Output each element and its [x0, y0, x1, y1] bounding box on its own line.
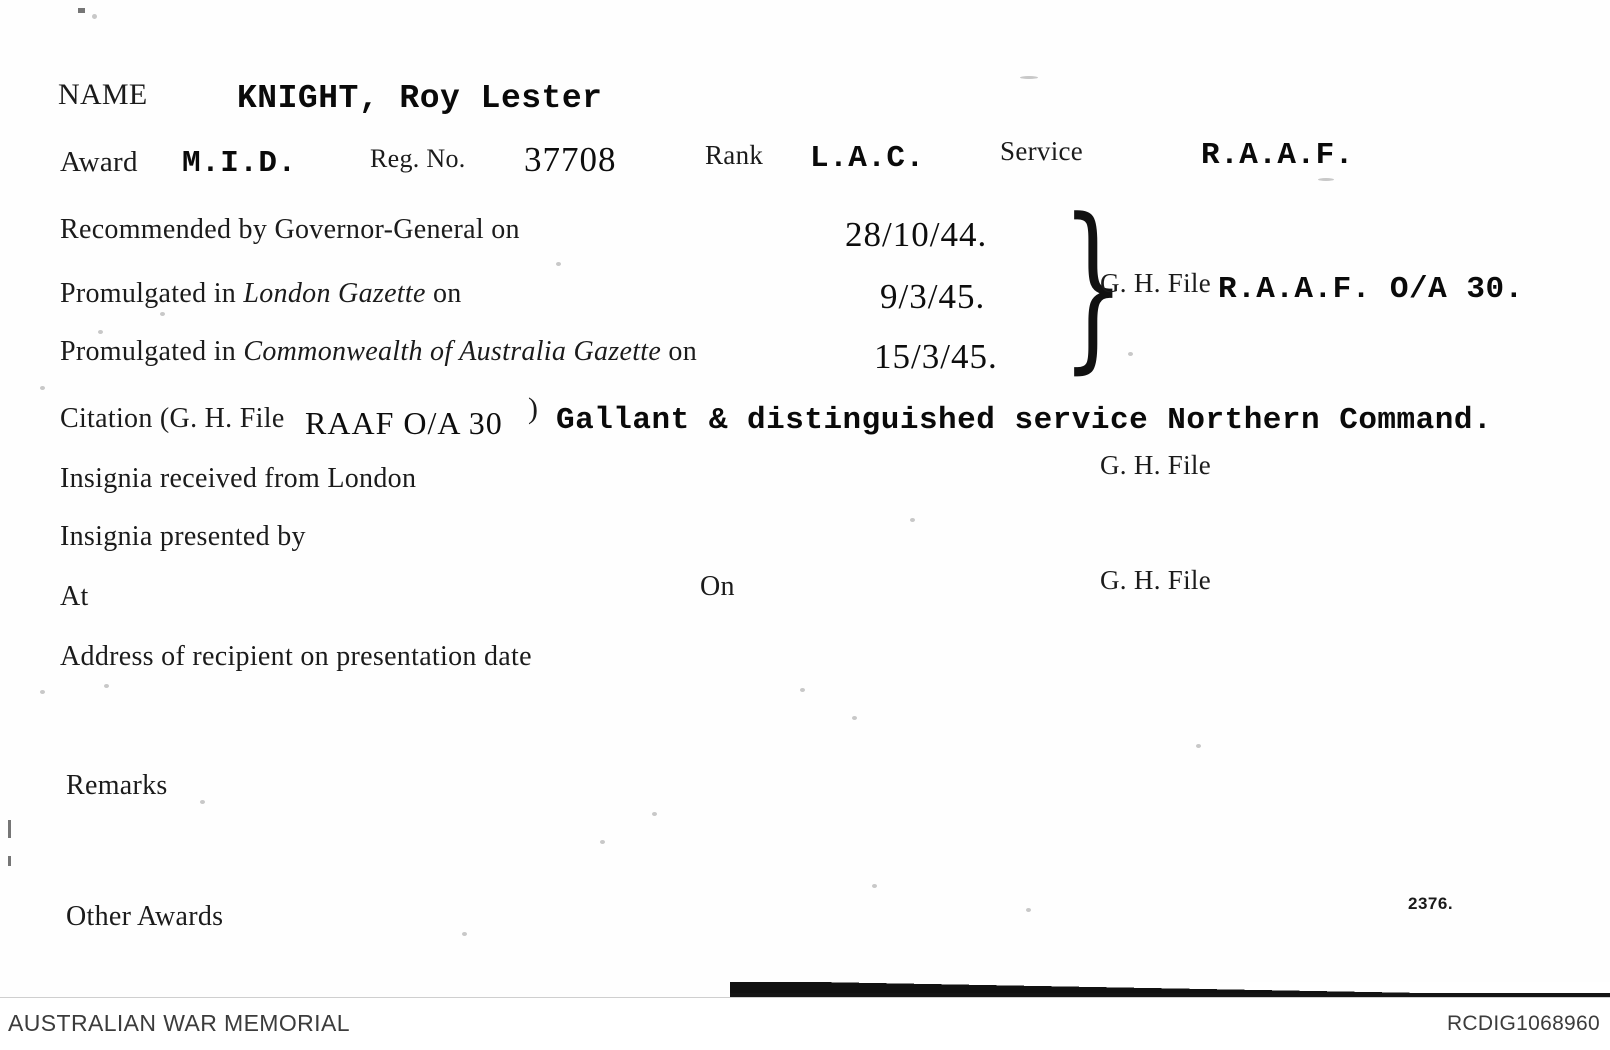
citation-label: Citation (G. H. File: [60, 403, 285, 434]
scan-artefact: [200, 800, 205, 804]
gh-file-dates-label: G. H. File: [1100, 268, 1211, 298]
rank-label: Rank: [705, 140, 764, 170]
other-awards-label: Other Awards: [66, 901, 224, 932]
address-label: Address of recipient on presentation date: [60, 641, 532, 672]
scan-artefact: [910, 518, 915, 522]
on-label: On: [700, 571, 735, 602]
scan-artefact: [652, 812, 657, 816]
london-gazette-label: [60, 278, 462, 310]
commonwealth-gazette-label-part2: on: [661, 336, 697, 367]
citation-file-value: RAAF O/A 30: [305, 405, 503, 441]
service-value: R.A.A.F.: [1201, 138, 1354, 173]
london-gazette-title: London Gazette: [243, 278, 426, 309]
london-gazette-label-part1: Promulgated in: [60, 278, 244, 309]
footer-bar: [0, 997, 1610, 1050]
insignia-received-value: G. H. File: [1100, 450, 1211, 480]
commonwealth-gazette-label: [60, 336, 697, 368]
scan-artefact: [1196, 744, 1201, 748]
insignia-presented-label: Insignia presented by: [60, 521, 306, 552]
scan-artefact: [160, 312, 165, 316]
form-number: 2376.: [1408, 894, 1454, 913]
regno-value: 37708: [524, 140, 617, 179]
scan-artefact: [98, 330, 103, 334]
scan-artefact: [872, 884, 877, 888]
regno-label: Reg. No.: [370, 144, 466, 173]
footer-institution: AUSTRALIAN WAR MEMORIAL: [8, 1010, 350, 1036]
name-label: NAME: [58, 78, 148, 111]
service-label: Service: [1000, 136, 1084, 166]
brace-bracket: }: [1061, 181, 1125, 390]
gh-file-dates-value: R.A.A.F. O/A 30.: [1218, 272, 1524, 307]
award-label: Award: [60, 146, 138, 178]
scan-artefact: [462, 932, 467, 936]
recommended-label: Recommended by Governor-General on: [60, 214, 520, 245]
at-on-value: G. H. File: [1100, 565, 1211, 595]
name-value: KNIGHT, Roy Lester: [237, 80, 603, 117]
scan-artefact: [1128, 352, 1133, 356]
scan-artefact: [852, 716, 857, 720]
scan-artefact: [600, 840, 605, 844]
london-gazette-value: 9/3/45.: [880, 277, 986, 316]
commonwealth-gazette-label-part1: Promulgated in: [60, 336, 244, 367]
at-label: At: [60, 581, 89, 612]
remarks-label: Remarks: [66, 770, 168, 801]
rank-value: L.A.C.: [810, 141, 925, 176]
scan-artefact: [40, 386, 45, 390]
scan-artefact: [40, 690, 45, 694]
scan-artefact: [8, 820, 11, 838]
citation-text: Gallant & distinguished service Northern Command.: [556, 403, 1493, 438]
insignia-received-label: Insignia received from London: [60, 463, 417, 494]
scan-artefact: [1026, 908, 1031, 912]
footer-reference-id: RCDIG1068960: [1446, 1012, 1600, 1035]
citation-paren: ): [528, 392, 539, 425]
scan-artefact: [104, 684, 109, 688]
commonwealth-gazette-title: Commonwealth of Australia Gazette: [243, 336, 662, 367]
recommended-value: 28/10/44.: [845, 215, 988, 254]
scan-artefact: [8, 856, 11, 866]
scan-artefact: [1318, 178, 1334, 181]
london-gazette-label-part2: on: [425, 278, 462, 309]
scan-artefact: [78, 8, 85, 13]
scan-artefact: [92, 14, 97, 19]
award-value: M.I.D.: [182, 146, 297, 181]
scan-artefact: [800, 688, 805, 692]
scan-artefact: [1020, 76, 1038, 79]
commonwealth-gazette-value: 15/3/45.: [874, 337, 998, 376]
scan-artefact: [556, 262, 561, 266]
